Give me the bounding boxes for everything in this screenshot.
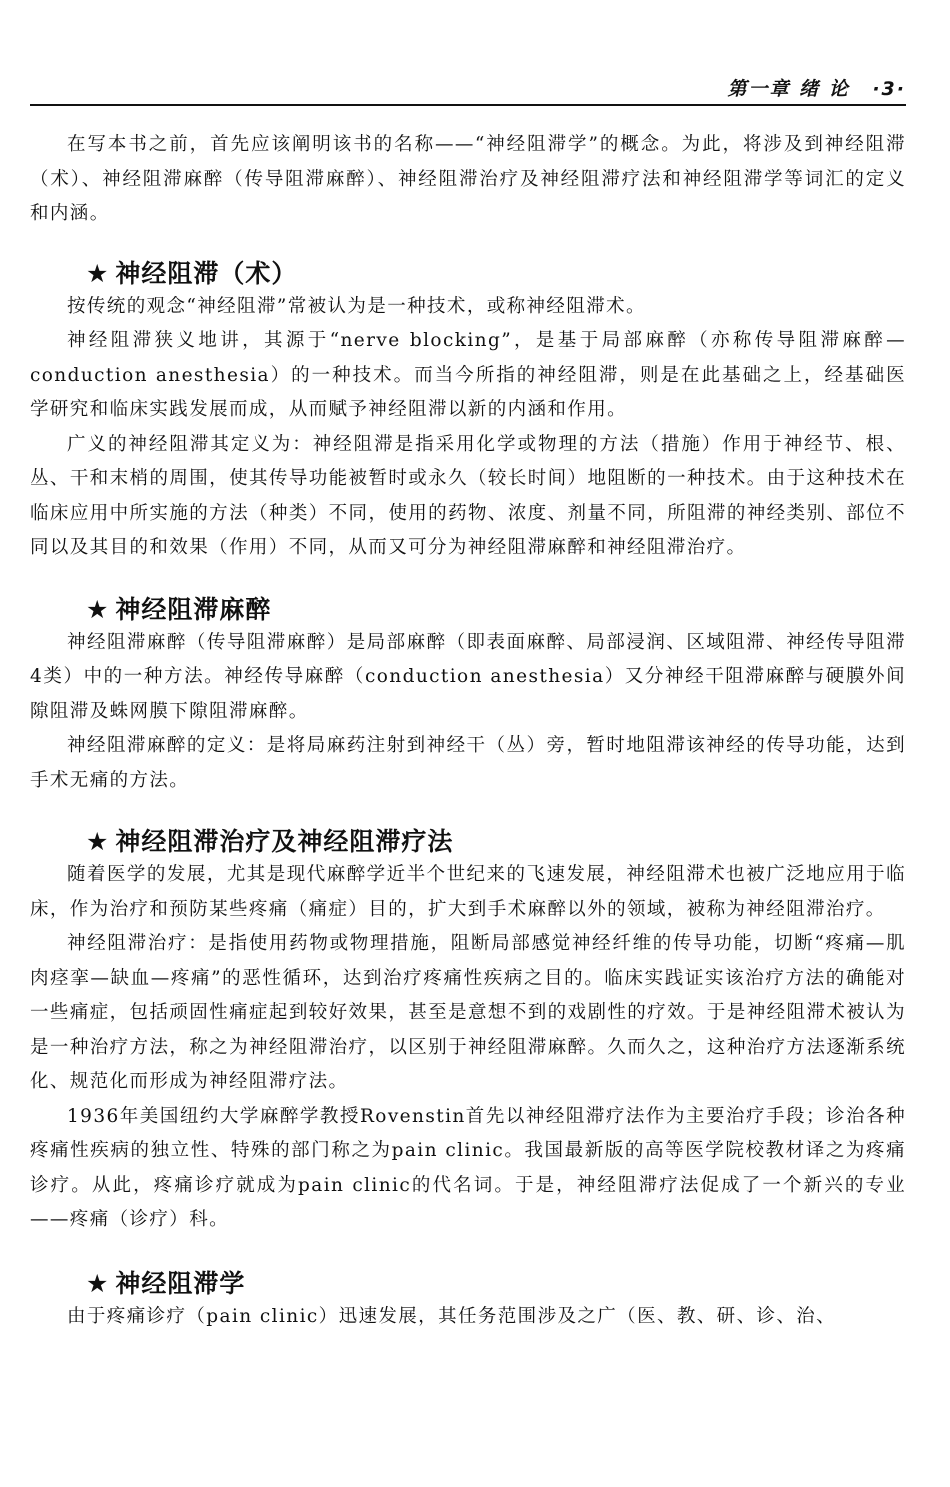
paragraph: 1936年美国纽约大学麻醉学教授Rovenstin首先以神经阻滞疗法作为主要治疗手段；诊治各种疼痛性疾病的独立性、特殊的部门称之为pain clinic。我国最新版的高等医学院校教材译之为疼痛诊疗。从此，疼痛诊疗就成为pain clinic的代名词。于是，神经阻滞疗法促成了一个新兴的专业——疼痛（诊疗）科。 [30, 1105, 906, 1230]
intro-paragraph: 在写本书之前，首先应该阐明该书的名称——“神经阻滞学”的概念。为此，将涉及到神经阻滞（术）、神经阻滞麻醉（传导阻滞麻醉）、神经阻滞治疗及神经阻滞疗法和神经阻滞学等词汇的定义和内涵。 [30, 134, 907, 224]
paragraph: 随着医学的发展，尤其是现代麻醉学近半个世纪来的飞速发展，神经阻滞术也被广泛地应用于临床，作为治疗和预防某些疼痛（痛症）目的，扩大到手术麻醉以外的领域，被称为神经阻滞治疗。 [30, 864, 906, 920]
star-icon: ★ [86, 594, 110, 624]
paragraph: 神经阻滞麻醉（传导阻滞麻醉）是局部麻醉（即表面麻醉、局部浸润、区域阻滞、神经传导阻滞4类）中的一种方法。神经传导麻醉（conduction anesthesia）又分神经干阻滞麻醉与硬膜外间隙阻滞及蛛网膜下隙阻滞麻醉。 [30, 631, 906, 722]
section-heading-nerve-block-anesthesia [30, 594, 906, 626]
paragraph: 神经阻滞麻醉的定义：是将局麻药注射到神经干（丛）旁，暂时地阻滞该神经的传导功能，达到手术无痛的方法。 [30, 735, 906, 791]
page-content [30, 128, 906, 1334]
chapter-title: 第一章 绪 论 [727, 78, 850, 100]
running-header [30, 70, 906, 106]
paragraph: 神经阻滞狭义地讲，其源于“nerve blocking”，是基于局部麻醉（亦称传导阻滞麻醉—conduction anesthesia）的一种技术。而当今所指的神经阻滞，则是在此基础之上，经基础医学研究和临床实践发展而成，从而赋予神经阻滞以新的内涵和作用。 [30, 330, 906, 420]
paragraph: 按传统的观念“神经阻滞”常被认为是一种技术，或称神经阻滞术。 [67, 295, 646, 317]
star-icon: ★ [86, 1268, 110, 1298]
section-heading-nerve-block-therapy [30, 826, 906, 858]
section-heading-nerve-blockology [30, 1268, 906, 1300]
section-heading-nerve-block [30, 258, 906, 290]
paragraph: 广义的神经阻滞其定义为：神经阻滞是指采用化学或物理的方法（措施）作用于神经节、根、丛、干和末梢的周围，使其传导功能被暂时或永久（较长时间）地阻断的一种技术。由于这种技术在临床应用中所实施的方法（种类）不同，使用的药物、浓度、剂量不同，所阻滞的神经类别、部位不同以及其目的和效果（作用）不同，从而又可分为神经阻滞麻醉和神经阻滞治疗。 [30, 433, 906, 558]
header-text [727, 74, 906, 101]
section-heading-text: 神经阻滞（术） [115, 258, 298, 288]
star-icon: ★ [86, 258, 110, 288]
page-number: ·3· [872, 78, 906, 100]
star-icon: ★ [86, 827, 110, 856]
paragraph: 神经阻滞治疗：是指使用药物或物理措施，阻断局部感觉神经纤维的传导功能，切断“疼痛—肌肉痉挛—缺血—疼痛”的恶性循环，达到治疗疼痛性疾病之目的。临床实践证实该治疗方法的确能对一些痛症，包括顽固性痛症起到较好效果，甚至是意想不到的戏剧性的疗效。于是神经阻滞术被认为是一种治疗方法，称之为神经阻滞治疗，以区别于神经阻滞麻醉。久而久之，这种治疗方法逐渐系统化、规范化而形成为神经阻滞疗法。 [30, 933, 906, 1092]
section-heading-text: 神经阻滞治疗及神经阻滞疗法 [115, 827, 454, 856]
paragraph: 由于疼痛诊疗（pain clinic）迅速发展，其任务范围涉及之广（医、教、研、诊、治、 [67, 1305, 837, 1327]
section-heading-text: 神经阻滞学 [115, 1268, 246, 1298]
section-heading-text: 神经阻滞麻醉 [115, 594, 272, 624]
